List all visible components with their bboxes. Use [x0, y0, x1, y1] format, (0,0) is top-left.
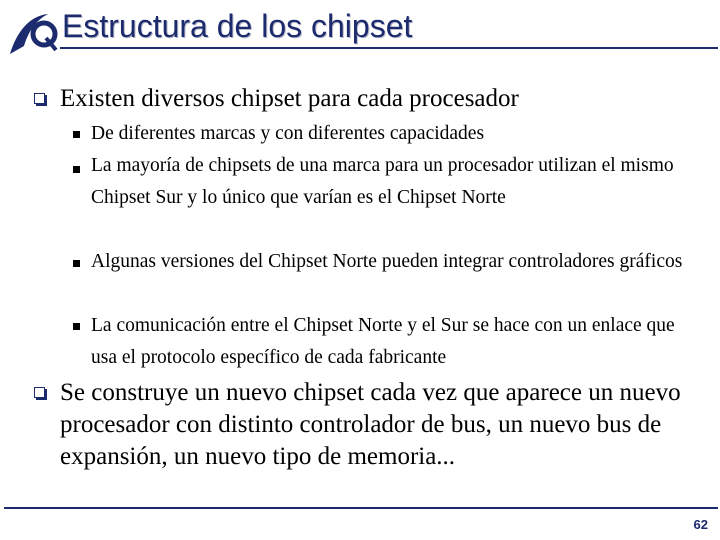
subbullet-text: La comunicación entre el Chipset Norte y el Sur se hace con un enlace que usa el protocolo específico de cada fabricante	[91, 315, 675, 368]
filled-square-bullet-icon	[73, 323, 80, 330]
filled-square-bullet-icon	[73, 260, 80, 267]
subbullet-text: Algunas versiones del Chipset Norte pueden integrar controladores gráficos	[91, 251, 683, 272]
hollow-square-bullet-icon	[34, 93, 45, 104]
bullet-text: Se construye un nuevo chipset cada vez que aparece un nuevo procesador con distinto controlador de bus, un nuevo bus de expansión, un nuevo tipo de memoria...	[60, 379, 681, 470]
filled-square-bullet-icon	[73, 131, 80, 138]
bullet-text: Existen diversos chipset para cada procesador	[60, 85, 519, 112]
slide-title: Estructura de los chipset	[62, 8, 413, 44]
subbullet-text: La mayoría de chipsets de una marca para un procesador utilizan el mismo Chipset Sur y lo único que varían es el Chipset Norte	[91, 155, 674, 208]
filled-square-bullet-icon	[73, 166, 80, 173]
subbullet-text: De diferentes marcas y con diferentes capacidades	[91, 123, 485, 144]
page-number: 62	[693, 517, 708, 532]
hollow-square-bullet-icon	[34, 387, 45, 398]
footer-divider	[4, 507, 718, 509]
title-divider	[60, 47, 718, 49]
swoosh-logo-icon	[6, 10, 58, 56]
